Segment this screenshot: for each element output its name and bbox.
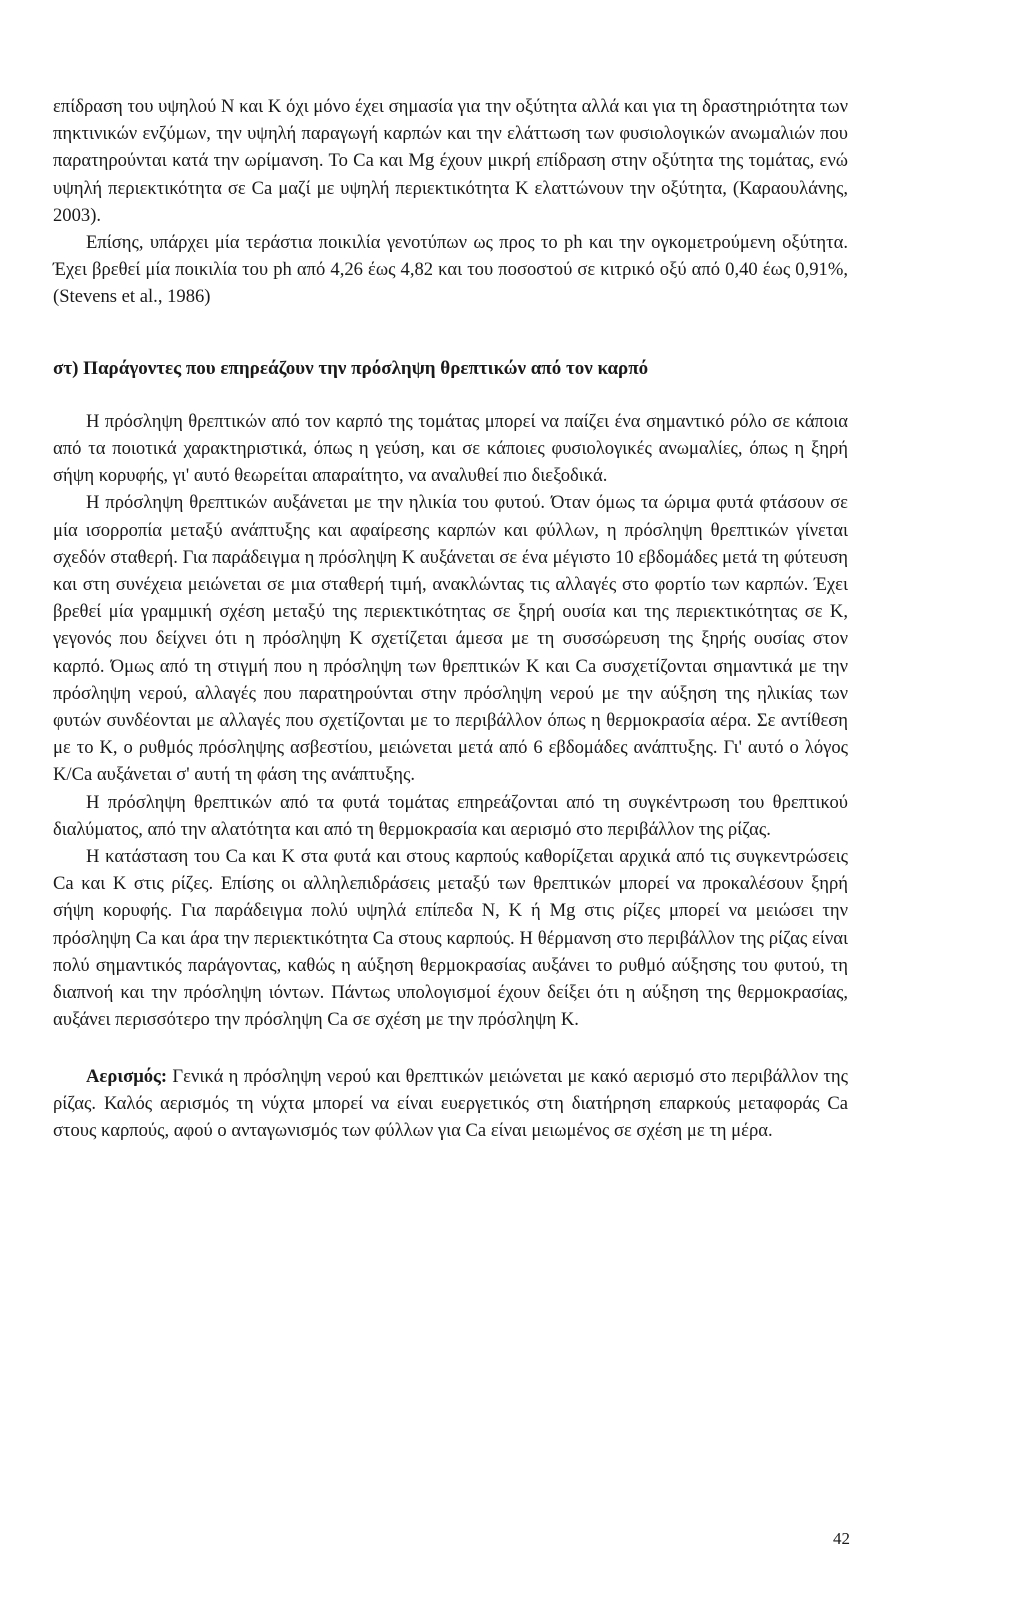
aeration-text: Γενικά η πρόσληψη νερού και θρεπτικών μειώνεται με κακό αερισμό στο περιβάλλον της ρίζας. Καλός αερισμός τη νύχτα μπορεί να είναι ευεργετικός στη διατήρηση επαρκούς μεταφοράς Ca στους καρπούς, αφού ο ανταγωνισμός των φύλλων για Ca είναι μειωμένος σε σχέση με τη μέρα. xyxy=(53,1065,848,1141)
body-paragraph: Η πρόσληψη θρεπτικών από τον καρπό της τομάτας μπορεί να παίζει ένα σημαντικό ρόλο σε κάποια από τα ποιοτικά χαρακτηριστικά, όπως η γεύση, και σε κάποιες φυσιολογικές ανωμαλίες, όπως η ξηρή σήψη κορυφής, γι' αυτό θεωρείται απαραίτητο, να αναλυθεί πιο διεξοδικά. xyxy=(53,410,848,487)
document-page xyxy=(53,93,848,1144)
body-paragraph: Η πρόσληψη θρεπτικών από τα φυτά τομάτας επηρεάζονται από τη συγκέντρωση του θρεπτικού διαλύματος, από την αλατότητα και από τη θερμοκρασία και αερισμό στο περιβάλλον της ρίζας. xyxy=(53,791,848,840)
aeration-label: Αερισμός: xyxy=(86,1065,168,1087)
body-paragraph: Η πρόσληψη θρεπτικών αυξάνεται με την ηλικία του φυτού. Όταν όμως τα ώριμα φυτά φτάσουν σε μία ισορροπία μεταξύ ανάπτυξης και αφαίρεσης καρπών και φύλλων, η πρόσληψη θρεπτικών γίνεται σχεδόν σταθερή. Για παράδειγμα η πρόσληψη Κ αυξάνεται σε ένα μέγιστο 10 εβδομάδες μετά τη φύτευση και στη συνέχεια μειώνεται σε μια σταθερή τιμή, ανακλώντας τις αλλαγές στο φορτίο των καρπών. Έχει βρεθεί μία γραμμική σχέση μεταξύ της περιεκτικότητας σε ξηρή ουσία και της περιεκτικότητας σε Κ, γεγονός που δείχνει ότι η πρόσληψη Κ σχετίζεται άμεσα με τη συσσώρευση της ξηρής ουσίας στον καρπό. Όμως από τη στιγμή που η πρόσληψη των θρεπτικών Κ και Ca συσχετίζονται σημαντικά με την πρόσληψη νερού, αλλαγές που παρατηρούνται στην πρόσληψη νερού με την αύξηση της ηλικίας των φυτών συνδέονται με αλλαγές που σχετίζονται με το περιβάλλον όπως η θερμοκρασία αέρα. Σε αντίθεση με το Κ, ο ρυθμός πρόσληψης ασβεστίου, μειώνεται μετά από 6 εβδομάδες ανάπτυξης. Γι' αυτό ο λόγος K/Ca αυξάνεται σ' αυτή τη φάση της ανάπτυξης. xyxy=(53,492,848,786)
page-number: 42 xyxy=(833,1529,850,1548)
body-paragraph: Επίσης, υπάρχει μία τεράστια ποικιλία γενοτύπων ως προς το ph και την ογκομετρούμενη οξύτητα. Έχει βρεθεί μία ποικιλία του ph από 4,26 έως 4,82 και του ποσοστού σε κιτρικό οξύ από 0,40 έως 0,91%, (Stevens et al., 1986) xyxy=(53,232,848,308)
body-paragraph: Η κατάσταση του Ca και Κ στα φυτά και στους καρπούς καθορίζεται αρχικά από τις συγκεντρώσεις Ca και Κ στις ρίζες. Επίσης οι αλληλεπιδράσεις μεταξύ των θρεπτικών μπορεί να προκαλέσουν ξηρή σήψη κορυφής. Για παράδειγμα πολύ υψηλά επίπεδα Ν, Κ ή Mg στις ρίζες μπορεί να μειώσει την πρόσληψη Ca και άρα την περιεκτικότητα Ca στους καρπούς. Η θέρμανση στο περιβάλλον της ρίζας είναι πολύ σημαντικός παράγοντας, καθώς η αύξηση θερμοκρασίας αυξάνει το ρυθμό αύξησης του φυτού, τη διαπνοή και την πρόσληψη ιόντων. Πάντως υπολογισμοί έχουν δείξει ότι η αύξηση της θερμοκρασίας, αυξάνει περισσότερο την πρόσληψη Ca σε σχέση με την πρόσληψη Κ. xyxy=(53,846,848,1031)
section-heading: στ) Παράγοντες που επηρεάζουν την πρόσληψη θρεπτικών από τον καρπό xyxy=(53,357,649,379)
body-paragraph: επίδραση του υψηλού Ν και Κ όχι μόνο έχει σημασία για την οξύτητα αλλά και για τη δραστηριότητα των πηκτινικών ενζύμων, την υψηλή παραγωγή καρπών και την ελάττωση των φυσιολογικών ανωμαλιών που παρατηρούνται κατά την ωρίμανση. Το Ca και Mg έχουν μικρή επίδραση στην οξύτητα της τομάτας, ενώ υψηλή περιεκτικότητα σε Ca μαζί με υψηλή περιεκτικότητα Κ ελαττώνουν την οξύτητα, (Καραουλάνης, 2003). xyxy=(53,96,848,226)
aeration-paragraph xyxy=(53,1063,848,1145)
